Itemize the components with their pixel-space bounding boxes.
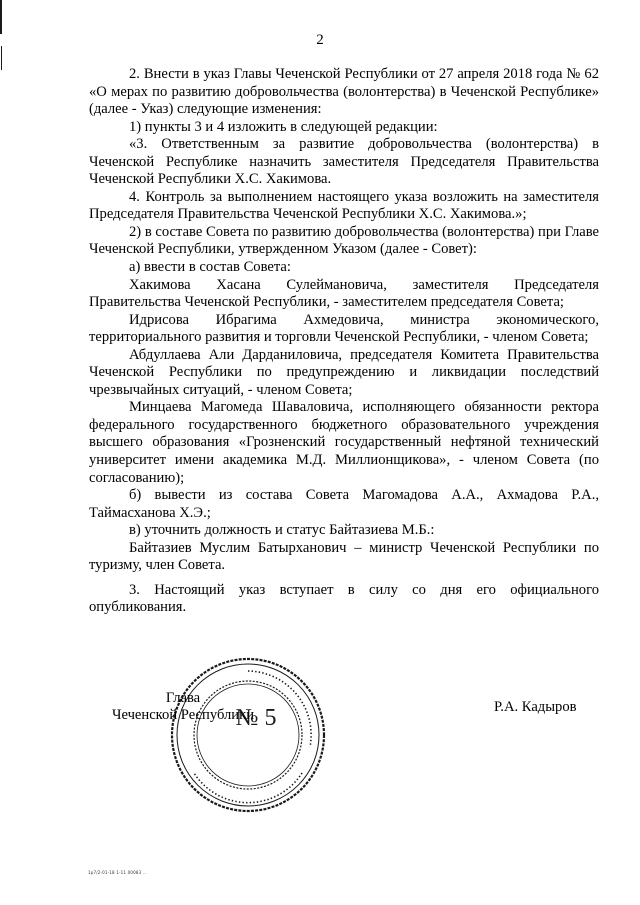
paragraph-new-clause-3: «3. Ответственным за развитие добровольчества (волонтерства) в Чеченской Республике назначить заместителя Председателя Правительства Чеченской Республики Х.С. Хакимова.: [89, 136, 599, 188]
paragraph-member-baytaziev: Байтазиев Муслим Батырханович – министр Чеченской Республики по туризму, член Совета.: [89, 539, 599, 574]
paragraph-subitem-a: а) ввести в состав Совета:: [129, 259, 291, 276]
paragraph-subitem-v: в) уточнить должность и статус Байтазиева М.Б.:: [129, 522, 435, 539]
seal-number: № 5: [235, 705, 277, 731]
signer-name: Р.А. Кадыров: [494, 699, 577, 715]
paragraph-subitem-b: б) вывести из состава Совета Магомадова А.А., Ахмадова Р.А., Таймасханова Х.Э.;: [89, 487, 599, 521]
official-seal: [168, 655, 328, 815]
footer-code: 1p7/2-01-18 1-11 00083 ...: [88, 870, 148, 875]
paragraph-item-3: 3. Настоящий указ вступает в силу со дня его официального опубликования.: [89, 581, 599, 616]
paragraph-member-abdullaev: Абдуллаева Али Дарданиловича, председателя Комитета Правительства Чеченской Республики по предупреждению и ликвидации последствий чрезвычайных ситуаций, - членом Совета;: [89, 346, 599, 398]
scan-edge-mark-middle: [1, 46, 2, 70]
paragraph-item-2: 2. Внести в указ Главы Чеченской Республики от 27 апреля 2018 года № 62 «О мерах по развитию добровольчества (волонтерства) в Чеченской Республике» (далее - Указ) следующие изменения:: [89, 66, 599, 118]
paragraph-member-idrisov: Идрисова Ибрагима Ахмедовича, министра экономического, территориального развития и торговли Чеченской Республики, - членом Совета;: [89, 311, 599, 346]
signature-title: [88, 690, 278, 724]
paragraph-subitem-1: 1) пункты 3 и 4 изложить в следующей редакции:: [129, 118, 438, 135]
paragraph-member-khakimov: Хакимова Хасана Сулеймановича, заместителя Председателя Правительства Чеченской Республики, - заместителем председателя Совета;: [89, 276, 599, 311]
paragraph-subitem-2: 2) в составе Совета по развитию добровольчества (волонтерства) при Главе Чеченской Республики, утвержденном Указом (далее - Совет):: [89, 223, 599, 258]
paragraph-new-clause-4: 4. Контроль за выполнением настоящего указа возложить на заместителя Председателя Правительства Чеченской Республики Х.С. Хакимова.»;: [89, 188, 599, 223]
signature-title-line-2: Чеченской Республики: [111, 707, 255, 723]
scan-edge-mark-top: [0, 0, 2, 34]
document-body: [89, 66, 599, 617]
signature-title-line-1: Глава: [165, 690, 201, 706]
page-number: 2: [316, 32, 324, 48]
paragraph-member-mintsaev: Минцаева Магомеда Шаваловича, исполняющего обязанности ректора федерального государственного бюджетного образовательного учреждения высшего образования «Грозненский государственный нефтяной технический университет имени академика М.Д. Миллионщикова», - членом Совета (по согласованию);: [89, 399, 599, 486]
